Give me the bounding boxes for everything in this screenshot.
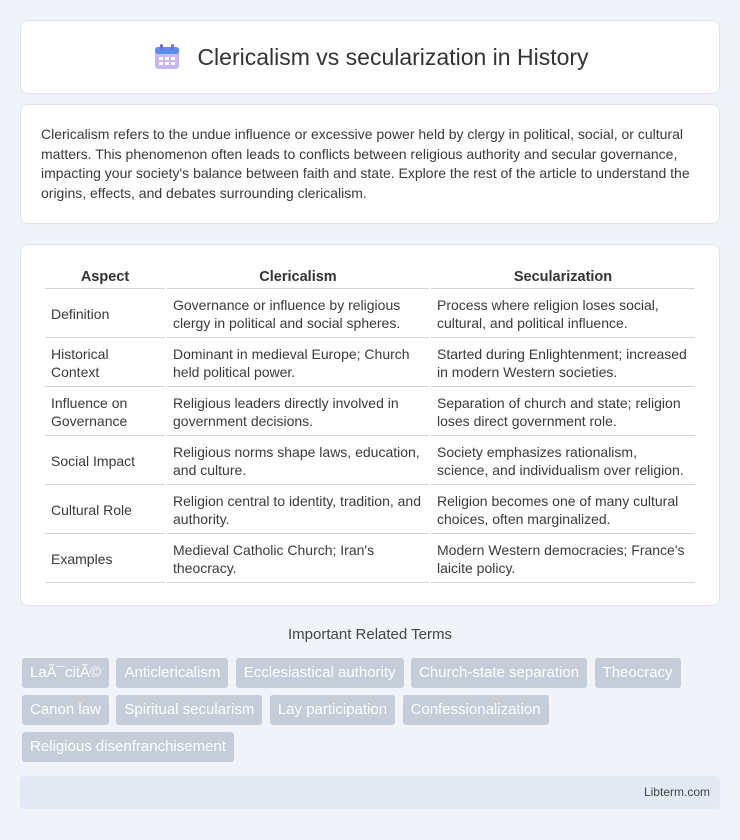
footer-site-link[interactable]: Libterm.com	[643, 785, 710, 799]
row-secularization: Society emphasizes rationalism, science, and individualism over religion.	[431, 436, 695, 485]
row-aspect: Social Impact	[45, 436, 165, 485]
header-card	[20, 20, 720, 94]
term-tag[interactable]: Anticlericalism	[116, 658, 228, 688]
row-aspect: Cultural Role	[45, 485, 165, 534]
term-tag[interactable]: Theocracy	[595, 658, 681, 688]
related-terms-list	[22, 658, 722, 769]
header-secularization: Secularization	[431, 265, 695, 289]
header-clericalism: Clericalism	[167, 265, 429, 289]
row-clericalism: Governance or influence by religious clergy in political and social spheres.	[167, 289, 429, 338]
term-tag[interactable]: Spiritual secularism	[116, 695, 262, 725]
row-clericalism: Medieval Catholic Church; Iran's theocracy.	[167, 534, 429, 583]
row-secularization: Separation of church and state; religion loses direct government role.	[431, 387, 695, 436]
term-tag[interactable]: Confessionalization	[403, 695, 549, 725]
table-row	[45, 534, 695, 583]
header-aspect: Aspect	[45, 265, 165, 289]
term-tag[interactable]: Religious disenfranchisement	[22, 732, 234, 762]
comparison-table	[43, 265, 697, 583]
row-aspect: Historical Context	[45, 338, 165, 387]
row-aspect: Examples	[45, 534, 165, 583]
table-row	[45, 387, 695, 436]
calendar-icon	[151, 41, 183, 73]
row-clericalism: Dominant in medieval Europe; Church held political power.	[167, 338, 429, 387]
table-header-row	[45, 265, 695, 289]
row-secularization: Started during Enlightenment; increased in modern Western societies.	[431, 338, 695, 387]
row-clericalism: Religious norms shape laws, education, and culture.	[167, 436, 429, 485]
intro-card	[20, 104, 720, 224]
row-aspect: Definition	[45, 289, 165, 338]
footer	[20, 776, 720, 809]
comparison-table-card	[20, 244, 720, 606]
row-clericalism: Religion central to identity, tradition, and authority.	[167, 485, 429, 534]
row-secularization: Process where religion loses social, cultural, and political influence.	[431, 289, 695, 338]
table-row	[45, 338, 695, 387]
table-row	[45, 485, 695, 534]
row-aspect: Influence on Governance	[45, 387, 165, 436]
page-title: Clericalism vs secularization in History	[197, 43, 589, 70]
term-tag[interactable]: Ecclesiastical authority	[236, 658, 404, 688]
related-terms-title: Important Related Terms	[288, 626, 452, 643]
term-tag[interactable]: LaÃ¯citÃ©	[22, 658, 109, 688]
term-tag[interactable]: Church-state separation	[411, 658, 587, 688]
table-row	[45, 436, 695, 485]
intro-paragraph: Clericalism refers to the undue influence or excessive power held by clergy in political, social, or cultural matters. This phenomenon often leads to conflicts between religious authority and secular governance, impacting your society's balance between faith and state. Explore the rest of the article to understand the origins, effects, and debates surrounding clericalism.	[41, 126, 690, 201]
term-tag[interactable]: Lay participation	[270, 695, 395, 725]
table-row	[45, 289, 695, 338]
row-secularization: Religion becomes one of many cultural choices, often marginalized.	[431, 485, 695, 534]
term-tag[interactable]: Canon law	[22, 695, 109, 725]
row-clericalism: Religious leaders directly involved in government decisions.	[167, 387, 429, 436]
row-secularization: Modern Western democracies; France's laicite policy.	[431, 534, 695, 583]
